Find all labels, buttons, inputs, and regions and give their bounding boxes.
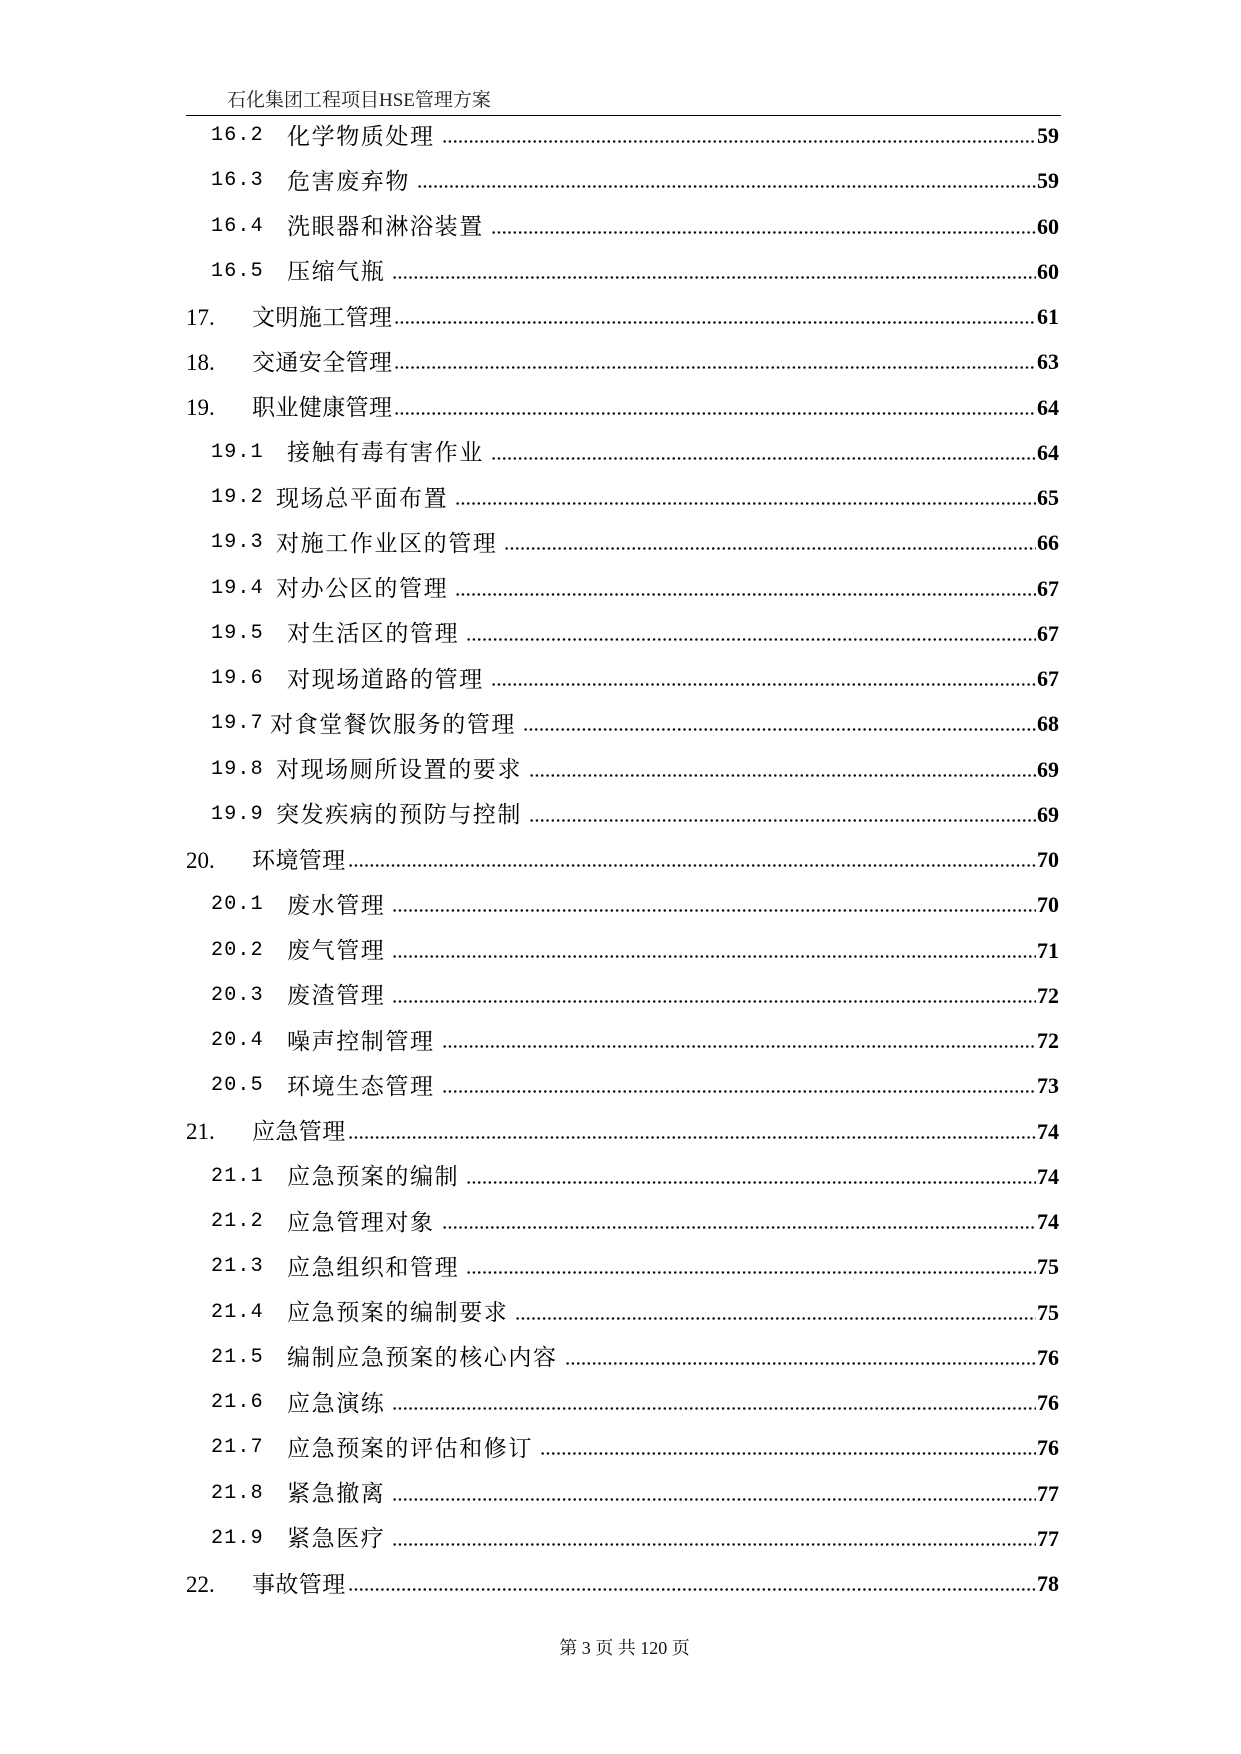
- toc-entry-number: 20.2: [211, 938, 264, 962]
- toc-entry-title: 对现场厕所设置的要求: [276, 757, 522, 783]
- toc-leader-dots: [392, 1396, 1036, 1410]
- toc-entry-number: 21.7: [211, 1436, 264, 1460]
- toc-entry-page: 72: [1037, 1028, 1059, 1054]
- toc-entry-title: 对现场道路的管理: [287, 666, 484, 692]
- toc-leader-dots: [394, 310, 1036, 324]
- toc-leader-dots: [529, 808, 1036, 822]
- toc-entry: [186, 159, 1059, 204]
- toc-entry: [186, 928, 1059, 973]
- toc-entry: [186, 657, 1059, 702]
- toc-entry-page: 74: [1037, 1209, 1059, 1235]
- toc-entry-number: 19.5: [211, 621, 264, 645]
- toc-entry: [186, 1109, 1059, 1154]
- toc-leader-dots: [392, 1487, 1036, 1501]
- toc-leader-dots: [466, 627, 1036, 641]
- toc-entry-title: 紧急医疗: [287, 1526, 386, 1552]
- toc-entry-number: 21.4: [211, 1300, 264, 1324]
- toc-leader-dots: [491, 446, 1036, 460]
- toc-leader-dots: [442, 1215, 1036, 1229]
- toc-entry-title: 突发疾病的预防与控制: [276, 802, 522, 828]
- toc-entry-number: 17.: [186, 304, 215, 330]
- toc-entry-page: 71: [1037, 937, 1059, 963]
- running-header-title: 石化集团工程项目HSE管理方案: [227, 90, 491, 111]
- toc-entry-title: 紧急撤离: [287, 1481, 386, 1507]
- toc-entry: [186, 1290, 1059, 1335]
- toc-entry-title: 洗眼器和淋浴装置: [287, 214, 484, 240]
- toc-leader-dots: [565, 1351, 1036, 1365]
- toc-entry-page: 76: [1037, 1435, 1059, 1461]
- toc-entry: [186, 1516, 1059, 1561]
- toc-entry-number: 19.9: [211, 802, 264, 826]
- toc-leader-dots: [392, 898, 1036, 912]
- toc-entry-page: 64: [1037, 439, 1059, 465]
- toc-entry-title: 事故管理: [252, 1571, 346, 1597]
- toc-entry-number: 21.5: [211, 1345, 264, 1369]
- toc-leader-dots: [515, 1306, 1036, 1320]
- toc-leader-dots: [504, 536, 1036, 550]
- toc-entry-number: 20.: [186, 847, 215, 873]
- toc-leader-dots: [348, 853, 1036, 867]
- toc-entry-number: 19.1: [211, 440, 264, 464]
- toc-entry: [186, 249, 1059, 294]
- toc-leader-dots: [348, 1577, 1036, 1591]
- toc-entry-page: 64: [1037, 394, 1059, 420]
- toc-leader-dots: [442, 1034, 1036, 1048]
- toc-entry: [186, 1019, 1059, 1064]
- toc-entry: [186, 883, 1059, 928]
- toc-entry-title: 压缩气瓶: [287, 259, 386, 285]
- toc-entry-title: 噪声控制管理: [287, 1028, 435, 1054]
- toc-entry-page: 61: [1037, 304, 1059, 330]
- toc-entry-number: 20.1: [211, 893, 264, 917]
- toc-entry-number: 21.6: [211, 1391, 264, 1415]
- toc-entry-number: 19.7: [211, 712, 264, 736]
- toc-entry: [186, 1200, 1059, 1245]
- toc-entry: [186, 1426, 1059, 1471]
- toc-entry-title: 编制应急预案的核心内容: [287, 1345, 558, 1371]
- toc-entry-number: 21.8: [211, 1481, 264, 1505]
- toc-entry: [186, 566, 1059, 611]
- toc-entry: [186, 1381, 1059, 1426]
- toc-entry: [186, 430, 1059, 475]
- toc-entry: [186, 1335, 1059, 1380]
- toc-leader-dots: [540, 1441, 1036, 1455]
- toc-entry: [186, 114, 1059, 159]
- toc-entry: [186, 838, 1059, 883]
- page-number-footer: 第 3 页 共 120 页: [559, 1638, 690, 1658]
- toc-entry-title: 废渣管理: [287, 983, 386, 1009]
- toc-entry-page: 73: [1037, 1073, 1059, 1099]
- toc-entry-title: 应急演练: [287, 1390, 386, 1416]
- toc-entry-page: 76: [1037, 1344, 1059, 1370]
- toc-entry-title: 应急管理: [252, 1119, 346, 1145]
- toc-entry-title: 应急预案的编制: [287, 1164, 460, 1190]
- toc-entry-number: 16.2: [211, 124, 264, 148]
- toc-entry-page: 77: [1037, 1525, 1059, 1551]
- toc-leader-dots: [394, 355, 1036, 369]
- toc-entry: [186, 702, 1059, 747]
- toc-entry-page: 63: [1037, 349, 1059, 375]
- toc-entry-number: 20.3: [211, 983, 264, 1007]
- toc-entry-page: 76: [1037, 1390, 1059, 1416]
- toc-entry-page: 68: [1037, 711, 1059, 737]
- toc-entry-number: 19.3: [211, 531, 264, 555]
- toc-entry-number: 19.: [186, 395, 215, 421]
- toc-entry-page: 77: [1037, 1480, 1059, 1506]
- toc-entry-title: 应急预案的评估和修订: [287, 1435, 533, 1461]
- toc-entry-title: 应急预案的编制要求: [287, 1300, 509, 1326]
- toc-entry-title: 应急组织和管理: [287, 1254, 460, 1280]
- toc-leader-dots: [529, 763, 1036, 777]
- toc-entry-number: 21.3: [211, 1255, 264, 1279]
- toc-entry-page: 67: [1037, 666, 1059, 692]
- toc-entry: [186, 385, 1059, 430]
- toc-entry-page: 74: [1037, 1163, 1059, 1189]
- toc-leader-dots: [466, 1260, 1036, 1274]
- toc-entry-title: 对办公区的管理: [276, 576, 449, 602]
- toc-entry-title: 应急管理对象: [287, 1209, 435, 1235]
- toc-leader-dots: [348, 1125, 1036, 1139]
- toc-entry-page: 78: [1037, 1571, 1059, 1597]
- toc-leader-dots: [491, 672, 1036, 686]
- toc-entry: [186, 1562, 1059, 1607]
- toc-entry: [186, 1154, 1059, 1199]
- toc-entry-number: 22.: [186, 1571, 215, 1597]
- toc-entry-number: 21.: [186, 1119, 215, 1145]
- toc-entry: [186, 476, 1059, 521]
- toc-entry-number: 18.: [186, 349, 215, 375]
- toc-entry-number: 19.2: [211, 486, 264, 510]
- toc-entry-title: 对食堂餐饮服务的管理: [270, 711, 516, 737]
- toc-entry-title: 文明施工管理: [252, 304, 393, 330]
- toc-entry-title: 对施工作业区的管理: [276, 530, 498, 556]
- toc-entry-page: 65: [1037, 485, 1059, 511]
- toc-entry-page: 60: [1037, 213, 1059, 239]
- toc-entry: [186, 204, 1059, 249]
- toc-leader-dots: [394, 401, 1036, 415]
- toc-entry-page: 70: [1037, 892, 1059, 918]
- toc-entry-title: 环境管理: [252, 847, 346, 873]
- toc-entry-number: 21.2: [211, 1210, 264, 1234]
- toc-entry-page: 72: [1037, 982, 1059, 1008]
- toc-leader-dots: [392, 944, 1036, 958]
- toc-entry-page: 69: [1037, 801, 1059, 827]
- toc-entry-number: 21.1: [211, 1164, 264, 1188]
- toc-entry: [186, 340, 1059, 385]
- toc-entry-number: 19.8: [211, 757, 264, 781]
- toc-entry-page: 75: [1037, 1254, 1059, 1280]
- toc-entry-number: 16.5: [211, 259, 264, 283]
- toc-entry-title: 交通安全管理: [252, 349, 393, 375]
- toc-leader-dots: [491, 220, 1036, 234]
- toc-entry-title: 废气管理: [287, 938, 386, 964]
- toc-entry-number: 21.9: [211, 1526, 264, 1550]
- toc-entry: [186, 295, 1059, 340]
- toc-entry-title: 废水管理: [287, 892, 386, 918]
- toc-entry-page: 59: [1037, 123, 1059, 149]
- toc-entry: [186, 792, 1059, 837]
- toc-entry-page: 75: [1037, 1299, 1059, 1325]
- toc-entry-number: 19.6: [211, 667, 264, 691]
- toc-entry: [186, 973, 1059, 1018]
- toc-entry-page: 60: [1037, 258, 1059, 284]
- toc-entry-number: 20.4: [211, 1029, 264, 1053]
- toc-leader-dots: [523, 717, 1036, 731]
- toc-entry-number: 16.3: [211, 169, 264, 193]
- toc-leader-dots: [442, 129, 1036, 143]
- toc-entry-title: 职业健康管理: [252, 395, 393, 421]
- toc-leader-dots: [392, 265, 1036, 279]
- toc-entry: [186, 747, 1059, 792]
- toc-entry-title: 化学物质处理: [287, 123, 435, 149]
- toc-entry: [186, 611, 1059, 656]
- toc-entry-title: 危害废弃物: [287, 168, 410, 194]
- toc-entry-number: 20.5: [211, 1074, 264, 1098]
- toc-leader-dots: [417, 174, 1036, 188]
- toc-entry-title: 现场总平面布置: [276, 485, 449, 511]
- toc-leader-dots: [455, 582, 1036, 596]
- toc-entry-page: 69: [1037, 756, 1059, 782]
- toc-entry-page: 74: [1037, 1118, 1059, 1144]
- table-of-contents: [186, 114, 1059, 1607]
- toc-entry-title: 接触有毒有害作业: [287, 440, 484, 466]
- toc-entry-title: 对生活区的管理: [287, 621, 460, 647]
- toc-leader-dots: [392, 1532, 1036, 1546]
- toc-leader-dots: [392, 989, 1036, 1003]
- toc-leader-dots: [455, 491, 1036, 505]
- toc-entry: [186, 521, 1059, 566]
- toc-leader-dots: [466, 1170, 1036, 1184]
- toc-entry-number: 19.4: [211, 576, 264, 600]
- toc-entry: [186, 1471, 1059, 1516]
- toc-entry-page: 59: [1037, 168, 1059, 194]
- toc-entry-number: 16.4: [211, 214, 264, 238]
- toc-entry: [186, 1245, 1059, 1290]
- toc-entry-page: 67: [1037, 620, 1059, 646]
- toc-entry-page: 66: [1037, 530, 1059, 556]
- toc-entry: [186, 1064, 1059, 1109]
- toc-entry-page: 67: [1037, 575, 1059, 601]
- toc-entry-page: 70: [1037, 847, 1059, 873]
- toc-entry-title: 环境生态管理: [287, 1073, 435, 1099]
- toc-leader-dots: [442, 1079, 1036, 1093]
